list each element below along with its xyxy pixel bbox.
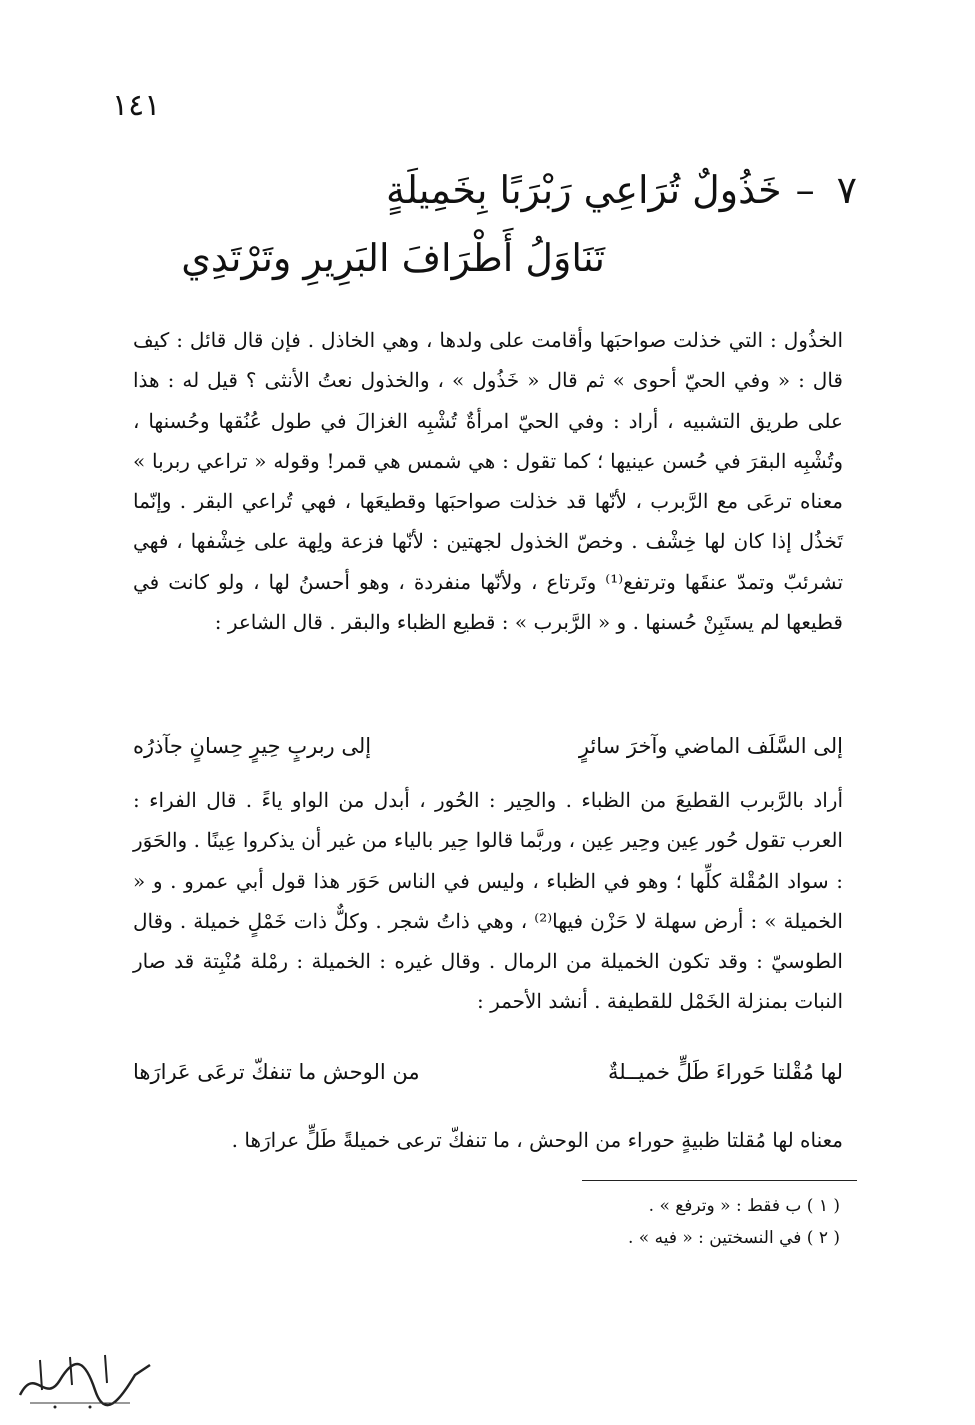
footnote-separator [582,1180,857,1181]
commentary-block-2 [133,780,843,1022]
verse-line-1 [386,168,857,212]
calligraphy-stamp-icon [10,1345,160,1415]
commentary-paragraph: أراد بالرَّبرب القطيعَ من الظباء . والحِير : الحُور ، أبدل من الواو ياءً . قال الفراء : العرب تقول حُور عِين وحِير عِين ، وربَّما قالوا حِير بالياء من غير أن يذكروا عِينًا . والحَوَر : سواد المُقْلة كلِّها ؛ وهو في الظباء ، وليس في الناس حَوَر هذا قول أبي عمرو . و « الخميلة » : أرض سهلة لا حَزْن فيها⁽²⁾ ، وهي ذاتُ شجر . وكلٌّ ذات خَمْلٍ خميلة . وقال الطوسيّ : وقد تكون الخميلة من الرمال . وقال غيره : الخميلة : رمْلة مُنْبِتة قد صار النبات بمنزلة الخَمْل للقطيفة . أنشد الأحمر : [133,788,844,1014]
commentary-block-3 [133,1120,843,1160]
poem-verse-2 [133,1060,843,1084]
verse-dash: – [795,168,815,212]
verse-line-2 [181,236,605,280]
poem-hemistich-left: من الوحش ما تنفكّ ترعَى عَرارَها [133,1060,420,1084]
verse-text-2: تَنَاوَلُ أَطْرَافَ البَرِيرِ وتَرْتَدِي [181,236,605,280]
page-number: ١٤١ [112,88,161,123]
verse-number: ٧ [836,168,857,212]
footnote-2: ( ٢ ) في النسختين : « فيه » . [627,1228,840,1248]
commentary-paragraph: معناه لها مُقلتا ظبيةٍ حوراء من الوحش ، ما تنفكّ ترعى خميلةً طَلٍّ عرارَها . [231,1128,843,1152]
verse-text-1: خَذُولٌ تُرَاعِي رَبْرَبًا بِخَمِيلَةٍ [385,168,782,212]
footnotes [628,1190,840,1254]
stamp-logo [10,1345,160,1415]
poem-hemistich-left: إلى ربربٍ حِيرٍ حِسانٍ جآذرُه [133,734,372,758]
poem-hemistich-right: إلى السَّلَف الماضي وآخرَ سائرٍ [578,734,843,758]
footnote-1: ( ١ ) ب فقط : « وترفع » . [648,1196,840,1216]
poem-verse-1 [133,734,843,758]
commentary-paragraph: الخذُول : التي خذلت صواحبَها وأقامت على ولدها ، وهي الخاذل . فإن قال قائل : كيف قال : « وفي الحيّ أحوى » ثم قال « خَذُول » ، والخذول نعتُ الأنثى ؟ قيل له : هذا على طريق التشبيه ، أراد : وفي الحيّ امرأةٌ تُشْبِه الغزالَ في طول عُنُقها وحُسنها ، وتُشْبِه البقرَ في حُسن عينيها ؛ كما تقول : هي شمس هي قمر! وقوله « تراعي ربربا » معناه ترعَى مع الرَّبرب ، لأنّها قد خذلت صواحبَها وقطيعَها ، فهي تُراعي البقر . وإنّما تَخذُل إذا كان لها خِشْف . وخصّ الخذول لجهتين : لأنّها فزعة ولِهة على خِشْفها ، فهي تشرئبّ وتمدّ عنقَها وترتفع⁽¹⁾ وتَرتاع ، ولأنّها منفردة ، وهو أحسنُ لها ، ولو كانت في قطيعها لم يستَبِنْ حُسنها . و « الرَّبرب » : قطيع الظباء والبقر . قال الشاعر : [133,328,844,635]
poem-hemistich-right: لها مُقْلتا حَوراءَ طَلٍّ خميــلةٌ [607,1060,843,1084]
commentary-block-1 [133,320,843,642]
